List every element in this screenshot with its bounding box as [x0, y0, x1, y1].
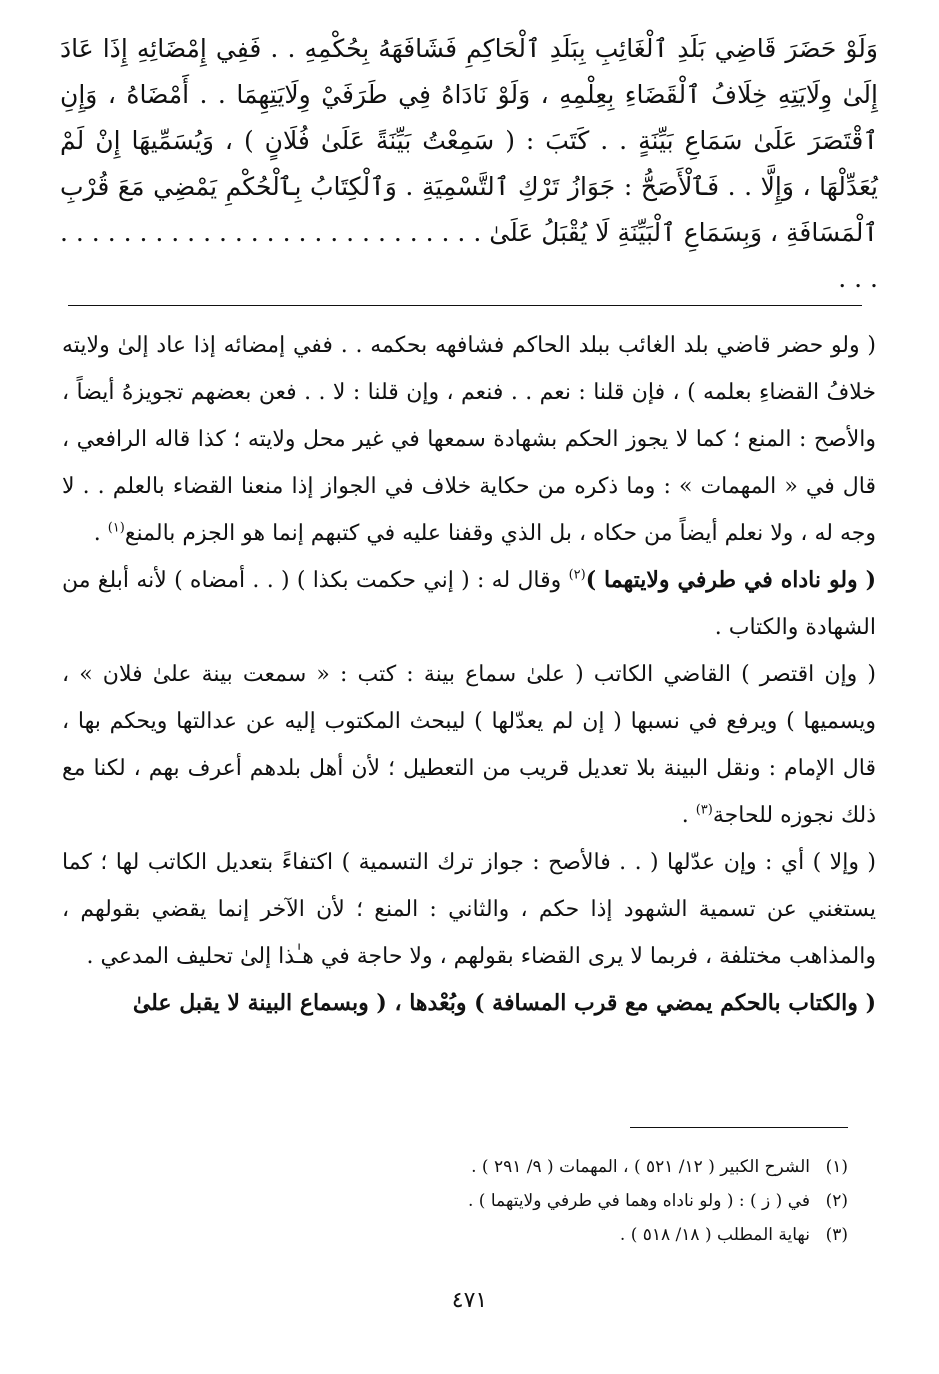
footnote-number: (٣) [825, 1225, 848, 1245]
matn-text [60, 26, 878, 302]
footnote-item [120, 1218, 848, 1252]
commentary-text: وقال له : ( إني حكمت بكذا ) ( . . أمضاه ) لأنه أبلغ من الشهادة والكتاب . [62, 568, 876, 640]
footnote-number: (١) [825, 1157, 848, 1177]
footnotes [120, 1150, 848, 1252]
matn-separator-rule [68, 305, 862, 306]
page-number: ٤٧١ [451, 1288, 488, 1313]
footnote-item [120, 1150, 848, 1184]
commentary-quote: ( ولو ناداه في طرفي ولايتهما ) [585, 567, 877, 593]
footnote-separator-rule [630, 1127, 848, 1128]
commentary-text: ( وإن اقتصر ) القاضي الكاتب ( علىٰ سماع بينة : كتب : « سمعت بينة علىٰ فلان » ، ويسميها ) ويرفع في نسبها ( إن لم يعدّلها ) ليبحث المكتوب إليه عن عدالتها ويحكم بها ، قال الإمام : ونقل البينة بلا تعديل قريب من التعطيل ؛ لأن أهل بلدهم أعرف بهم ، لكنا مع ذلك نجوزه للحاجة [62, 662, 876, 828]
footnote-text: الشرح الكبير ( ١٢/ ٥٢١ ) ، المهمات ( ٩/ ٢٩١ ) . [471, 1157, 810, 1177]
commentary-text: . [681, 803, 696, 828]
commentary-block [62, 322, 876, 1027]
footnote-ref[interactable]: (٣) [695, 802, 713, 818]
matn-verse: وَلَوْ حَضَرَ قَاضِي بَلَدِ ٱلْغَائِبِ بِبَلَدِ ٱلْحَاكِمِ فَشَافَهَهُ بِحُكْمِهِ . . فَفِي إِمْضَائِهِ إِذَا عَادَ إِلَىٰ وِلَايَتِهِ خِلَافُ ٱلْقَضَاءِ بِعِلْمِهِ ، وَلَوْ نَادَاهُ فِي طَرَفَيْ وِلَايَتِهِمَا . . أَمْضَاهُ ، وَإِنِ ٱقْتَصَرَ عَلَىٰ سَمَاعِ بَيِّنَةٍ . . كَتَبَ : ( سَمِعْتُ بَيِّنَةً عَلَىٰ فُلَانٍ ) ، وَيُسَمِّيهَا إِنْ لَمْ يُعَدِّلْهَا ، وَإِلَّا . . فَٱلْأَصَحُّ : جَوَازُ تَرْكِ ٱلتَّسْمِيَةِ . وَٱلْكِتَابُ بِٱلْحُكْمِ يَمْضِي مَعَ قُرْبِ ٱلْمَسَافَةِ ، وَبِسَمَاعِ ٱلْبَيِّنَةِ لَا يُقْبَلُ عَلَىٰ [60, 34, 878, 247]
matn-continuation-dots: . . . . . . . . . . . . . . . . . . . . . . . . . . . . . . [60, 218, 878, 293]
commentary-text: ( وإلا ) أي : وإن عدّلها ( . . فالأصح : جواز ترك التسمية ) اكتفاءً بتعديل الكاتب لها ؛ كما يستغني عن تسمية الشهود إذا حكم ، والثاني : المنع ؛ لأن الآخر إنما يقضي بقولهم ، والمذاهب مختلفة ، فربما لا يرى القضاء بقولهم ، ولا حاجة في هـٰذا إلىٰ تحليف المدعي . [62, 850, 876, 969]
commentary-paragraph [62, 651, 876, 839]
footnote-item [120, 1184, 848, 1218]
commentary-paragraph [62, 839, 876, 980]
commentary-text: ( ولو حضر قاضي بلد الغائب ببلد الحاكم فشافهه بحكمه . . ففي إمضائه إذا عاد إلىٰ ولايته خلافُ القضاءِ بعلمه ) ، فإن قلنا : نعم . . فنعم ، وإن قلنا : لا . . فعن بعضهم تجويزهُ أيضاً ، والأصح : المنع ؛ كما لا يجوز الحكم بشهادة سمعها في غير محل ولايته ؛ كذا قاله الرافعي ، قال في « المهمات » : وما ذكره من حكاية خلاف في الجواز إذا منعنا القضاء بالعلم . . لا وجه له ، ولا نعلم أيضاً من حكاه ، بل الذي وقفنا عليه في كتبهم إنما هو الجزم بالمنع [62, 333, 876, 546]
commentary-paragraph [62, 557, 876, 651]
commentary-quote: ( والكتاب بالحكم يمضي مع قرب المسافة ) وبُعْدها ، ( وبسماع البينة لا يقبل علىٰ [132, 990, 876, 1016]
commentary-paragraph [62, 980, 876, 1027]
footnote-ref[interactable]: (٢) [568, 567, 586, 583]
footnote-number: (٢) [825, 1191, 848, 1211]
matn-block [60, 18, 878, 302]
commentary-text: . [93, 521, 108, 546]
footnote-text: نهاية المطلب ( ١٨/ ٥١٨ ) . [619, 1225, 810, 1245]
footnote-text: في ( ز ) : ( ولو ناداه وهما في طرفي ولايتهما ) . [468, 1191, 810, 1211]
footnote-ref[interactable]: (١) [107, 520, 125, 536]
commentary-paragraph [62, 322, 876, 557]
